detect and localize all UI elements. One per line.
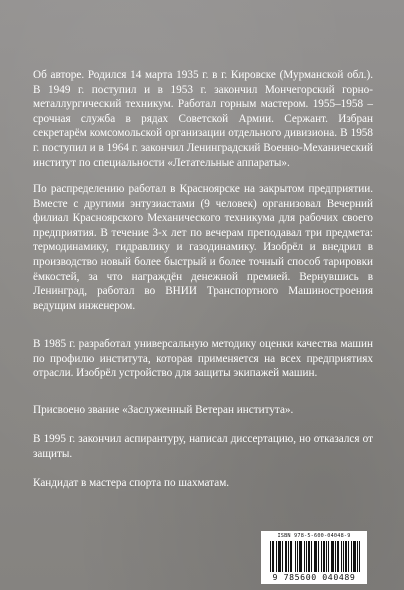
barcode-bar: [337, 541, 338, 572]
barcode-bar: [306, 541, 307, 572]
barcode-bars-icon: [270, 541, 360, 572]
barcode-bar: [353, 541, 354, 572]
barcode-bar: [295, 541, 296, 572]
ean-digits: 9 785600 040489: [272, 572, 356, 582]
paragraph-text: В 1995 г. закончил аспирантуру, написал диссертацию, но отказался от защиты.: [33, 433, 373, 460]
isbn-label: ISBN 978-5-600-04048-9: [277, 533, 351, 539]
barcode-bar: [273, 541, 274, 572]
barcode-bar: [288, 541, 289, 572]
barcode-bar: [315, 541, 316, 572]
barcode-bar: [285, 541, 286, 572]
career-paragraph: [33, 182, 373, 313]
barcode-bar: [278, 541, 279, 572]
barcode-bar: [331, 541, 332, 572]
barcode-bar: [332, 541, 333, 572]
about-author-paragraph: [33, 68, 373, 170]
barcode-bar: [338, 541, 339, 572]
title-award-paragraph: [33, 403, 373, 418]
barcode-bar: [321, 541, 322, 572]
barcode-bar: [345, 541, 346, 572]
barcode-bar: [333, 541, 334, 572]
barcode-bar: [276, 541, 277, 572]
barcode-bar: [272, 541, 273, 572]
paragraph-text: Об авторе. Родился 14 марта 1935 г. в г. Кировске (Мурманской обл.). В 1949 г. поступил и в 1953 г. закончил Мончегорский горно-металлургический техникум. Работал горным мастером. 1955–1958 – срочная служба в рядах Советской Армии. Сержант. Избран секретарём комсомольской организации отдельного дивизиона. В 1958 г. поступил и в 1964 г. закончил Ленинградский Военно-Механический институт по специальности «Летательные аппараты».: [33, 69, 373, 169]
barcode-bar: [279, 541, 280, 572]
barcode-bar: [355, 541, 356, 572]
barcode-bar: [343, 541, 344, 572]
barcode-bar: [290, 541, 291, 572]
barcode-bar: [304, 541, 305, 572]
barcode-bar: [270, 541, 271, 572]
barcode-bar: [354, 541, 355, 572]
postgraduate-paragraph: [33, 432, 373, 461]
barcode-bar: [309, 541, 310, 572]
paragraph-text: Присвоено звание «Заслуженный Ветеран института».: [33, 404, 294, 416]
barcode-bar: [314, 541, 315, 572]
barcode-bar: [282, 541, 283, 572]
methodology-paragraph: [33, 337, 373, 381]
barcode-bar: [326, 541, 327, 572]
barcode-bar: [300, 541, 301, 572]
barcode-bar: [308, 541, 309, 572]
barcode-bar: [328, 541, 329, 572]
barcode-bar: [335, 541, 336, 572]
barcode-bar: [351, 541, 352, 572]
barcode-bar: [280, 541, 281, 572]
barcode-bar: [318, 541, 319, 572]
barcode-bar: [299, 541, 300, 572]
barcode-bar: [346, 541, 347, 572]
paragraph-text: Кандидат в мастера спорта по шахматам.: [33, 477, 230, 489]
barcode-bar: [301, 541, 302, 572]
chess-paragraph: [33, 476, 373, 491]
barcode-bar: [291, 541, 292, 572]
barcode-bar: [311, 541, 312, 572]
paragraph-text: По распределению работал в Красноярске на закрытом предприятии. Вместе с другими энтузиастами (9 человек) организовал Вечерний филиал Красноярского Механического техникума для рабочих своего предприятия. В течение 3-х лет по вечерам преподавал три предмета: термодинамику, гидравлику и газодинамику. Изобрёл и внедрил в производство новый более быстрый и более точный способ тарировки ёмкостей, за что награждён денежной премией. Вернувшись в Ленинград, работал во ВНИИ Транспортного Машиностроения ведущим инженером.: [33, 183, 373, 312]
barcode-bar: [341, 541, 342, 572]
barcode-bar: [316, 541, 317, 572]
isbn-barcode: [261, 531, 367, 584]
barcode-bar: [323, 541, 324, 572]
paragraph-text: В 1985 г. разработал универсальную методику оценки качества машин по профилю института, которая применяется на всех предприятиях отрасли. Изобрёл устройство для защиты экипажей машин.: [33, 338, 373, 380]
barcode-bar: [359, 541, 360, 572]
barcode-bar: [286, 541, 287, 572]
barcode-bar: [297, 541, 298, 572]
barcode-bar: [324, 541, 325, 572]
barcode-bar: [357, 541, 358, 572]
barcode-bar: [348, 541, 349, 572]
